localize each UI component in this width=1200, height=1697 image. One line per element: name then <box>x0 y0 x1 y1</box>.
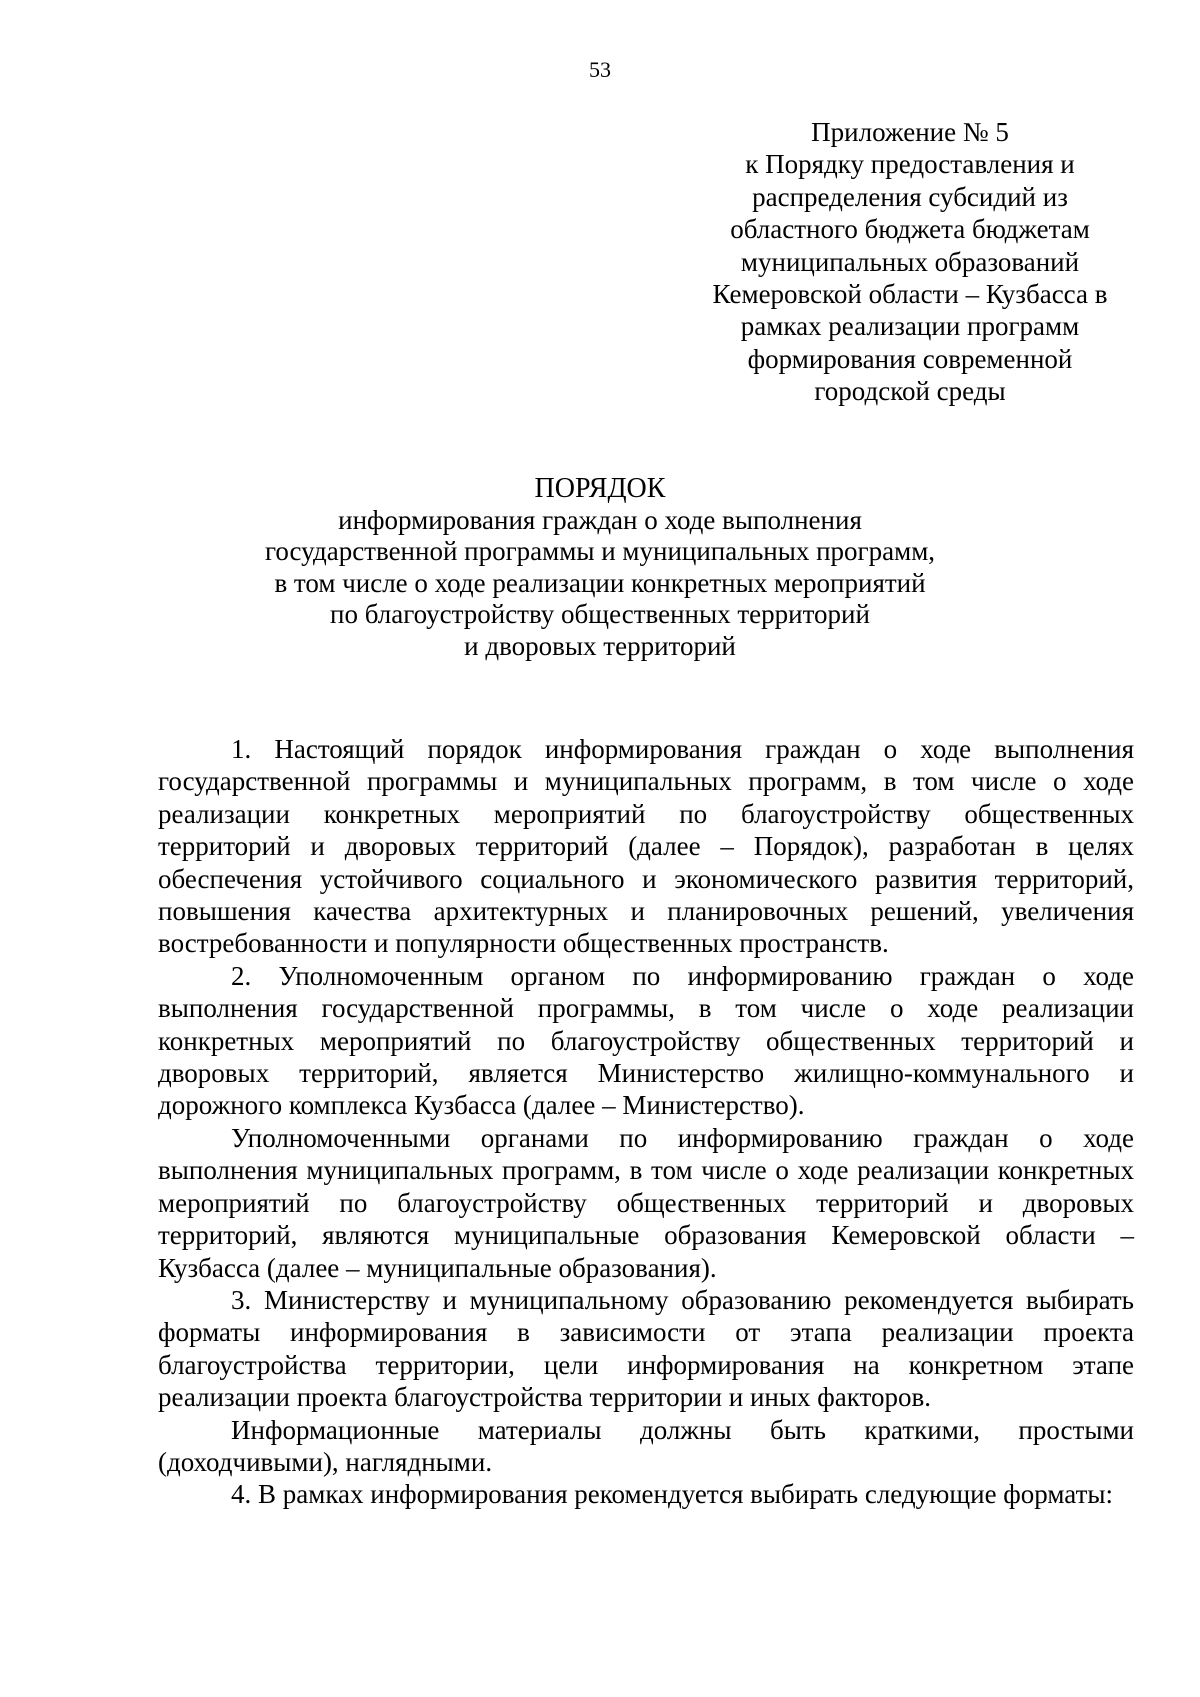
document-body <box>158 733 1134 1511</box>
paragraph-1: 1. Настоящий порядок информирования граждан о ходе выполнения государственной программы и муниципальных программ, в том числе о ходе реализации конкретных мероприятий по благоустройству общественных территорий и дворовых территорий (далее – Порядок), разработан в целях обеспечения устойчивого социального и экономического развития территорий, повышения качества архитектурных и планировочных решений, увеличения востребованности и популярности общественных пространств. <box>158 734 1134 959</box>
appendix-line: Кемеровской области – Кузбасса в <box>712 279 1108 310</box>
appendix-line: распределения субсидий из <box>752 181 1068 212</box>
paragraph-2: 2. Уполномоченным органом по информированию граждан о ходе выполнения государственной программы, в том числе о ходе реализации конкретных мероприятий по благоустройству общественных территорий и дворовых территорий, является Министерство жилищно-коммунального и дорожного комплекса Кузбасса (далее – Министерство). <box>158 960 1134 1121</box>
document-subtitle-line: государственной программы и муниципальных программ, <box>264 536 936 566</box>
paragraph-3-continued: Информационные материалы должны быть краткими, простыми (доходчивыми), наглядными. <box>158 1414 1134 1477</box>
appendix-line: к Порядку предоставления и <box>745 149 1075 180</box>
document-title-block <box>0 473 1200 662</box>
document-subtitle-line: информирования граждан о ходе выполнения <box>338 504 862 535</box>
document-subtitle-line: по благоустройству общественных территорий <box>330 599 870 629</box>
appendix-line: формирования современной <box>747 343 1073 374</box>
paragraph-2-continued: Уполномоченными органами по информированию граждан о ходе выполнения муниципальных программ, в том числе о ходе реализации конкретных мероприятий по благоустройству общественных территорий и дворовых территорий, являются муниципальные образования Кемеровской области – Кузбасса (далее – муниципальные образования). <box>158 1122 1134 1283</box>
appendix-line: муниципальных образований <box>740 246 1080 277</box>
paragraph-4: 4. В рамках информирования рекомендуется выбирать следующие форматы: <box>231 1479 1114 1510</box>
page-number: 53 <box>589 57 611 82</box>
appendix-line: Приложение № 5 <box>811 117 1009 147</box>
paragraph-3: 3. Министерству и муниципальному образованию рекомендуется выбирать форматы информирования в зависимости от этапа реализации проекта благоустройства территории, цели информирования на конкретном этапе реализации проекта благоустройства территории и иных факторов. <box>158 1284 1134 1413</box>
document-subtitle-line: и дворовых территорий <box>464 630 736 661</box>
appendix-header <box>690 116 1130 408</box>
document-subtitle-line: в том числе о ходе реализации конкретных мероприятий <box>274 567 926 598</box>
appendix-line: рамках реализации программ <box>740 311 1080 342</box>
document-title: ПОРЯДОК <box>534 473 666 504</box>
appendix-line: областного бюджета бюджетам <box>730 214 1090 245</box>
appendix-line: городской среды <box>814 376 1006 407</box>
